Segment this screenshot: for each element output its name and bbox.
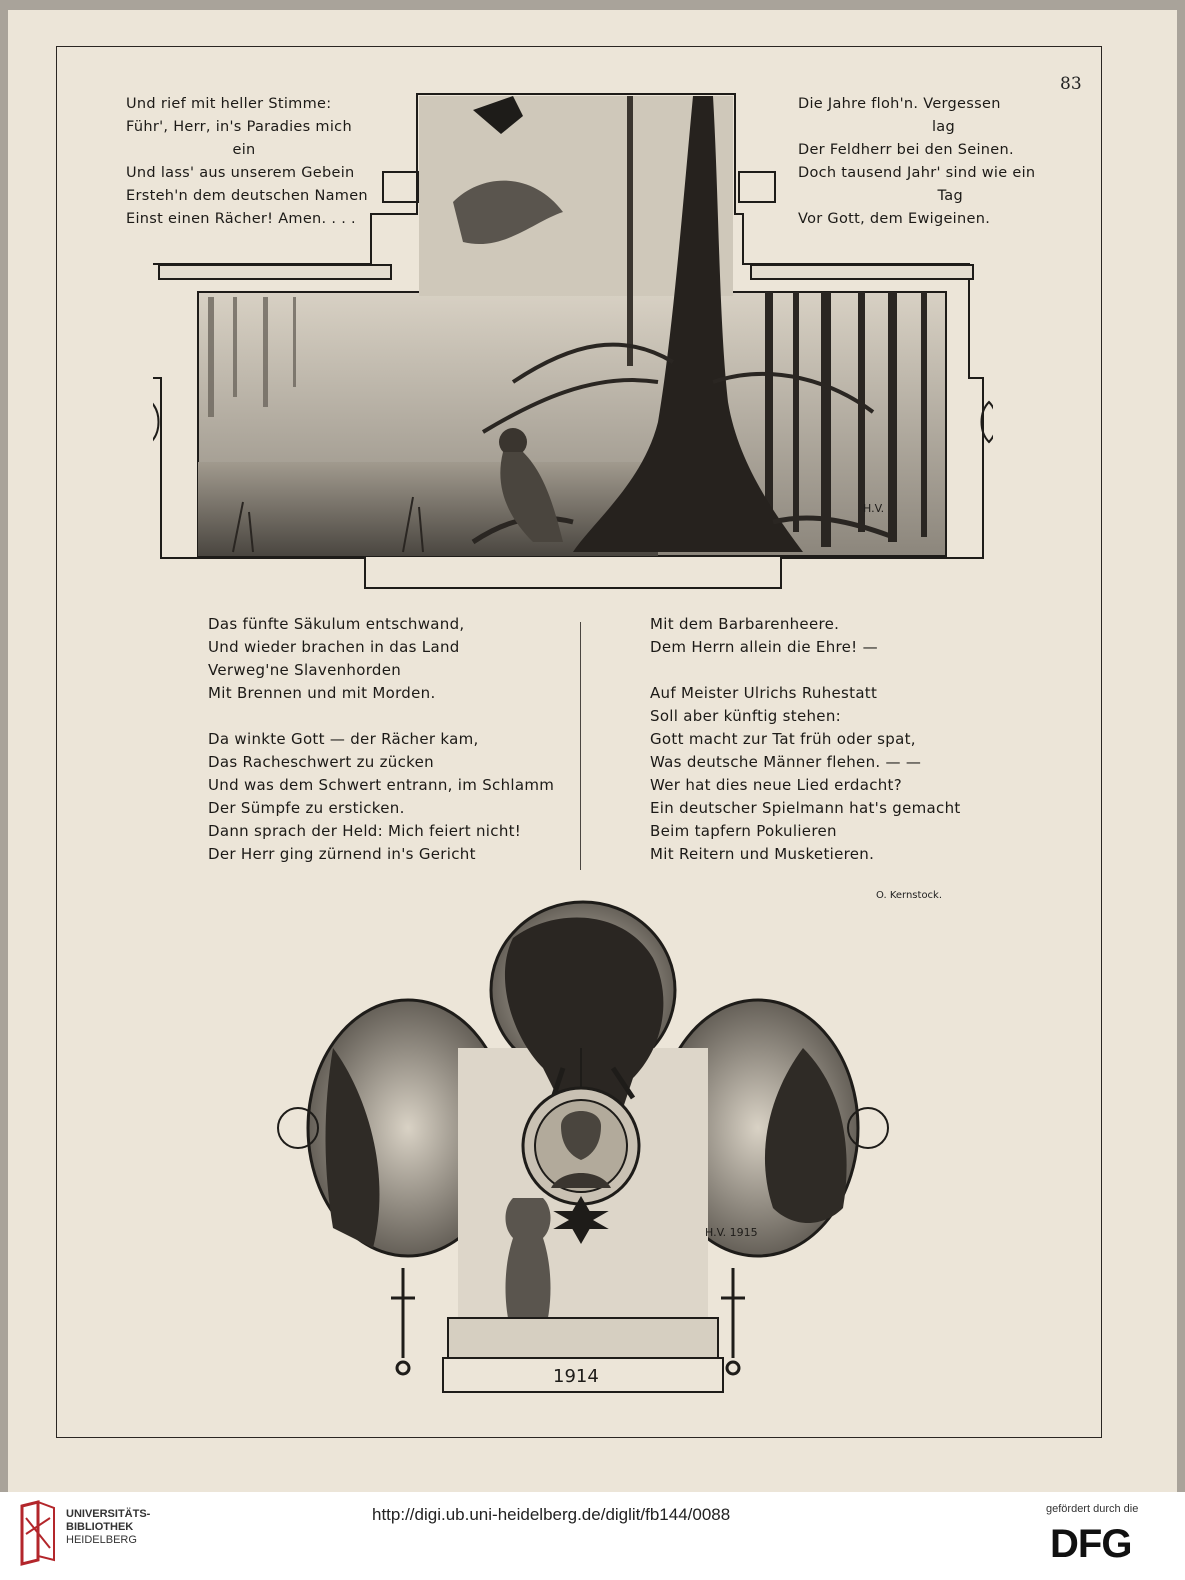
verse-line: Der Sümpfe zu ersticken. (208, 799, 405, 817)
verse-line: Dem Herrn allein die Ehre! — (650, 638, 878, 656)
illustration-signature: H.V. (863, 502, 885, 515)
verse-line: Und wieder brachen in das Land (208, 638, 460, 656)
verse-line: Der Feldherr bei den Seinen. (798, 142, 1014, 158)
verse-line: Was deutsche Männer flehen. — — (650, 753, 922, 771)
verse-line: Das fünfte Säkulum entschwand, (208, 615, 465, 633)
permalink-url[interactable]: http://digi.ub.uni-heidelberg.de/diglit/fb144/0088 (372, 1505, 731, 1524)
verse-line: Soll aber künftig stehen: (650, 707, 841, 725)
library-line: BIBLIOTHEK (66, 1521, 134, 1533)
verse-line: Da winkte Gott — der Rächer kam, (208, 730, 479, 748)
bottom-right-verse (650, 613, 961, 866)
verse-line: Gott macht zur Tat früh oder spat, (650, 730, 916, 748)
verse-line: Das Racheschwert zu zücken (208, 753, 434, 771)
verse-line: Mit Brennen und mit Morden. (208, 684, 436, 702)
verse-line: Auf Meister Ulrichs Ruhestatt (650, 684, 878, 702)
verse-line: Führ', Herr, in's Paradies mich (126, 119, 352, 135)
scanned-page (8, 10, 1177, 1492)
verse-line: Mit dem Barbarenheere. (650, 615, 840, 633)
verse-line: Dann sprach der Held: Mich feiert nicht! (208, 822, 522, 840)
verse-line: Tag (937, 188, 963, 204)
verse-line: Und lass' aus unserem Gebein (126, 165, 355, 181)
dfg-logo: DFG (1050, 1522, 1132, 1566)
verse-line: Vor Gott, dem Ewigeinen. (798, 211, 991, 227)
verse-line: Ersteh'n dem deutschen Namen (126, 188, 368, 204)
verse-line: Beim tapfern Pokulieren (650, 822, 837, 840)
eagle-emblem-illustration (263, 898, 903, 1398)
verse-line: Der Herr ging zürnend in's Gericht (208, 845, 476, 863)
university-logo-icon (14, 1498, 60, 1566)
verse-line: ein (232, 142, 256, 158)
page-number: 83 (1060, 74, 1082, 94)
column-divider (580, 622, 581, 870)
verse-line: Wer hat dies neue Lied erdacht? (650, 776, 902, 794)
verse-line: Doch tausend Jahr' sind wie ein (798, 165, 1036, 181)
verse-line: lag (931, 119, 955, 135)
emblem-signature: H.V. 1915 (705, 1226, 758, 1239)
verse-line: Verweg'ne Slavenhorden (208, 661, 402, 679)
emblem-year: 1914 (553, 1366, 599, 1387)
verse-line: Mit Reitern und Musketieren. (650, 845, 875, 863)
bottom-left-verse (208, 613, 554, 866)
verse-line: Ein deutscher Spielmann hat's gemacht (650, 799, 961, 817)
forest-swamp-illustration (153, 82, 993, 594)
author-signature: O. Kernstock. (876, 890, 943, 901)
verse-line: Und was dem Schwert entrann, im Schlamm (208, 776, 555, 794)
verse-line: Und rief mit heller Stimme: (126, 96, 332, 112)
verse-line: Einst einen Rächer! Amen. . . . (126, 211, 356, 227)
library-line: UNIVERSITÄTS- (66, 1508, 151, 1520)
library-name (66, 1508, 150, 1547)
supported-by-label: gefördert durch die (1046, 1503, 1139, 1515)
library-footer (0, 1492, 1185, 1580)
library-line: HEIDELBERG (66, 1534, 137, 1546)
verse-line: Die Jahre floh'n. Vergessen (798, 96, 1001, 112)
